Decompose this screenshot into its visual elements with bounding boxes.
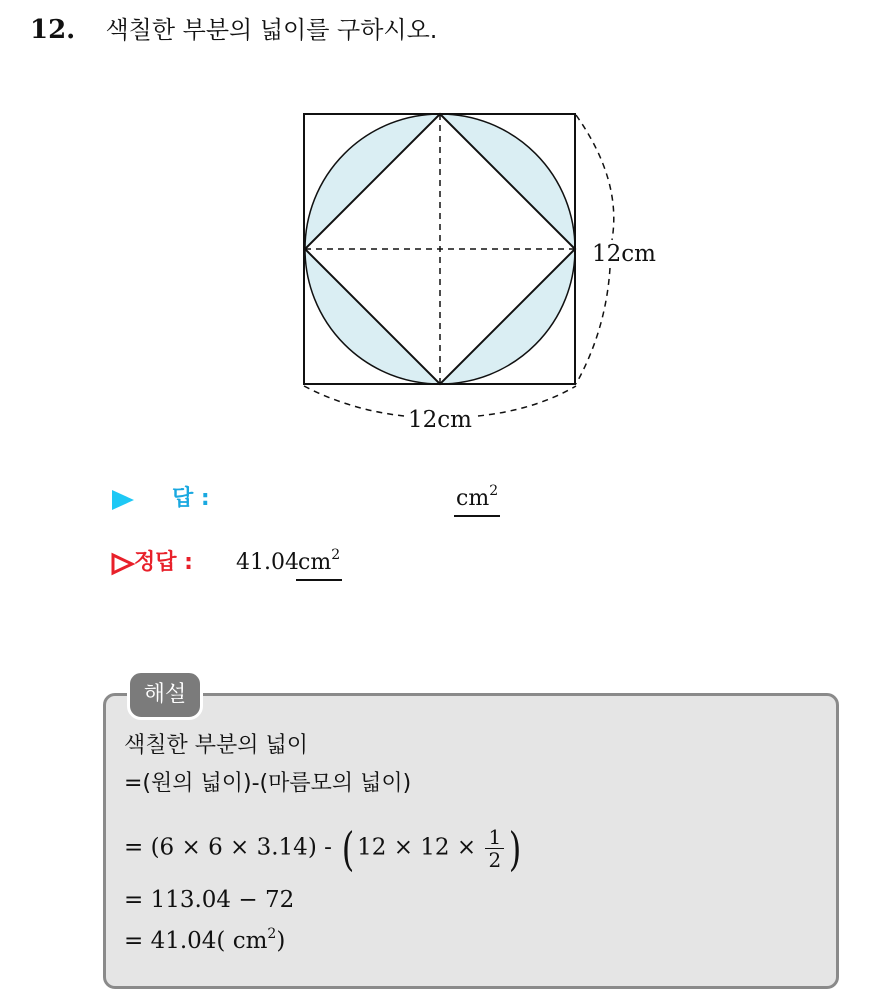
correct-answer-row — [110, 548, 430, 584]
fraction-denominator: 2 — [488, 848, 502, 872]
answer-label: 답 : — [172, 486, 210, 511]
answer-row — [110, 484, 530, 520]
correct-unit-exp: 2 — [331, 547, 341, 563]
explanation-line-3-inner: 12 × 12 × — [357, 834, 484, 861]
side-label: 12cm — [592, 241, 656, 267]
explanation-line-1: 색칠한 부분의 넓이 — [124, 733, 309, 758]
explanation-line-5-pre: = 41.04( cm — [124, 928, 268, 954]
bottom-dimension-arc-right — [478, 386, 576, 416]
fraction-numerator: 1 — [485, 826, 504, 849]
answer-blank[interactable] — [454, 484, 500, 517]
fraction — [485, 826, 504, 871]
explanation-line-4: = 113.04 − 72 — [124, 887, 295, 913]
question-text: 색칠한 부분의 넓이를 구하시오. — [105, 16, 438, 44]
correct-value: 41.04 — [236, 550, 299, 575]
left-big-paren: ( — [341, 821, 355, 876]
correct-unit — [296, 548, 342, 581]
correct-unit-text: cm — [298, 550, 332, 575]
question-number: 12. — [30, 15, 76, 45]
answer-unit-exp: 2 — [489, 483, 499, 499]
right-big-paren: ) — [508, 821, 522, 876]
explanation-line-2: =(원의 넓이)-(마름모의 넓이) — [124, 771, 412, 796]
explanation-tab: 해설 — [127, 670, 203, 720]
bottom-label: 12cm — [408, 407, 472, 433]
explanation-line-5-exp: 2 — [267, 926, 277, 942]
bottom-dimension-arc-left — [304, 386, 404, 416]
filled-triangle-icon — [110, 488, 136, 512]
side-dimension-arc — [576, 115, 614, 240]
outline-triangle-icon — [110, 552, 136, 576]
answer-unit: cm — [456, 486, 490, 511]
explanation-line-3-left: = (6 × 6 × 3.14) - — [124, 834, 340, 861]
explanation-line-5 — [124, 926, 285, 956]
explanation-line-3 — [124, 821, 524, 876]
explanation-line-5-post: ) — [276, 928, 286, 954]
geometry-figure — [0, 0, 884, 470]
side-dimension-arc-lower — [576, 268, 610, 384]
correct-label: 정답 : — [134, 550, 193, 575]
